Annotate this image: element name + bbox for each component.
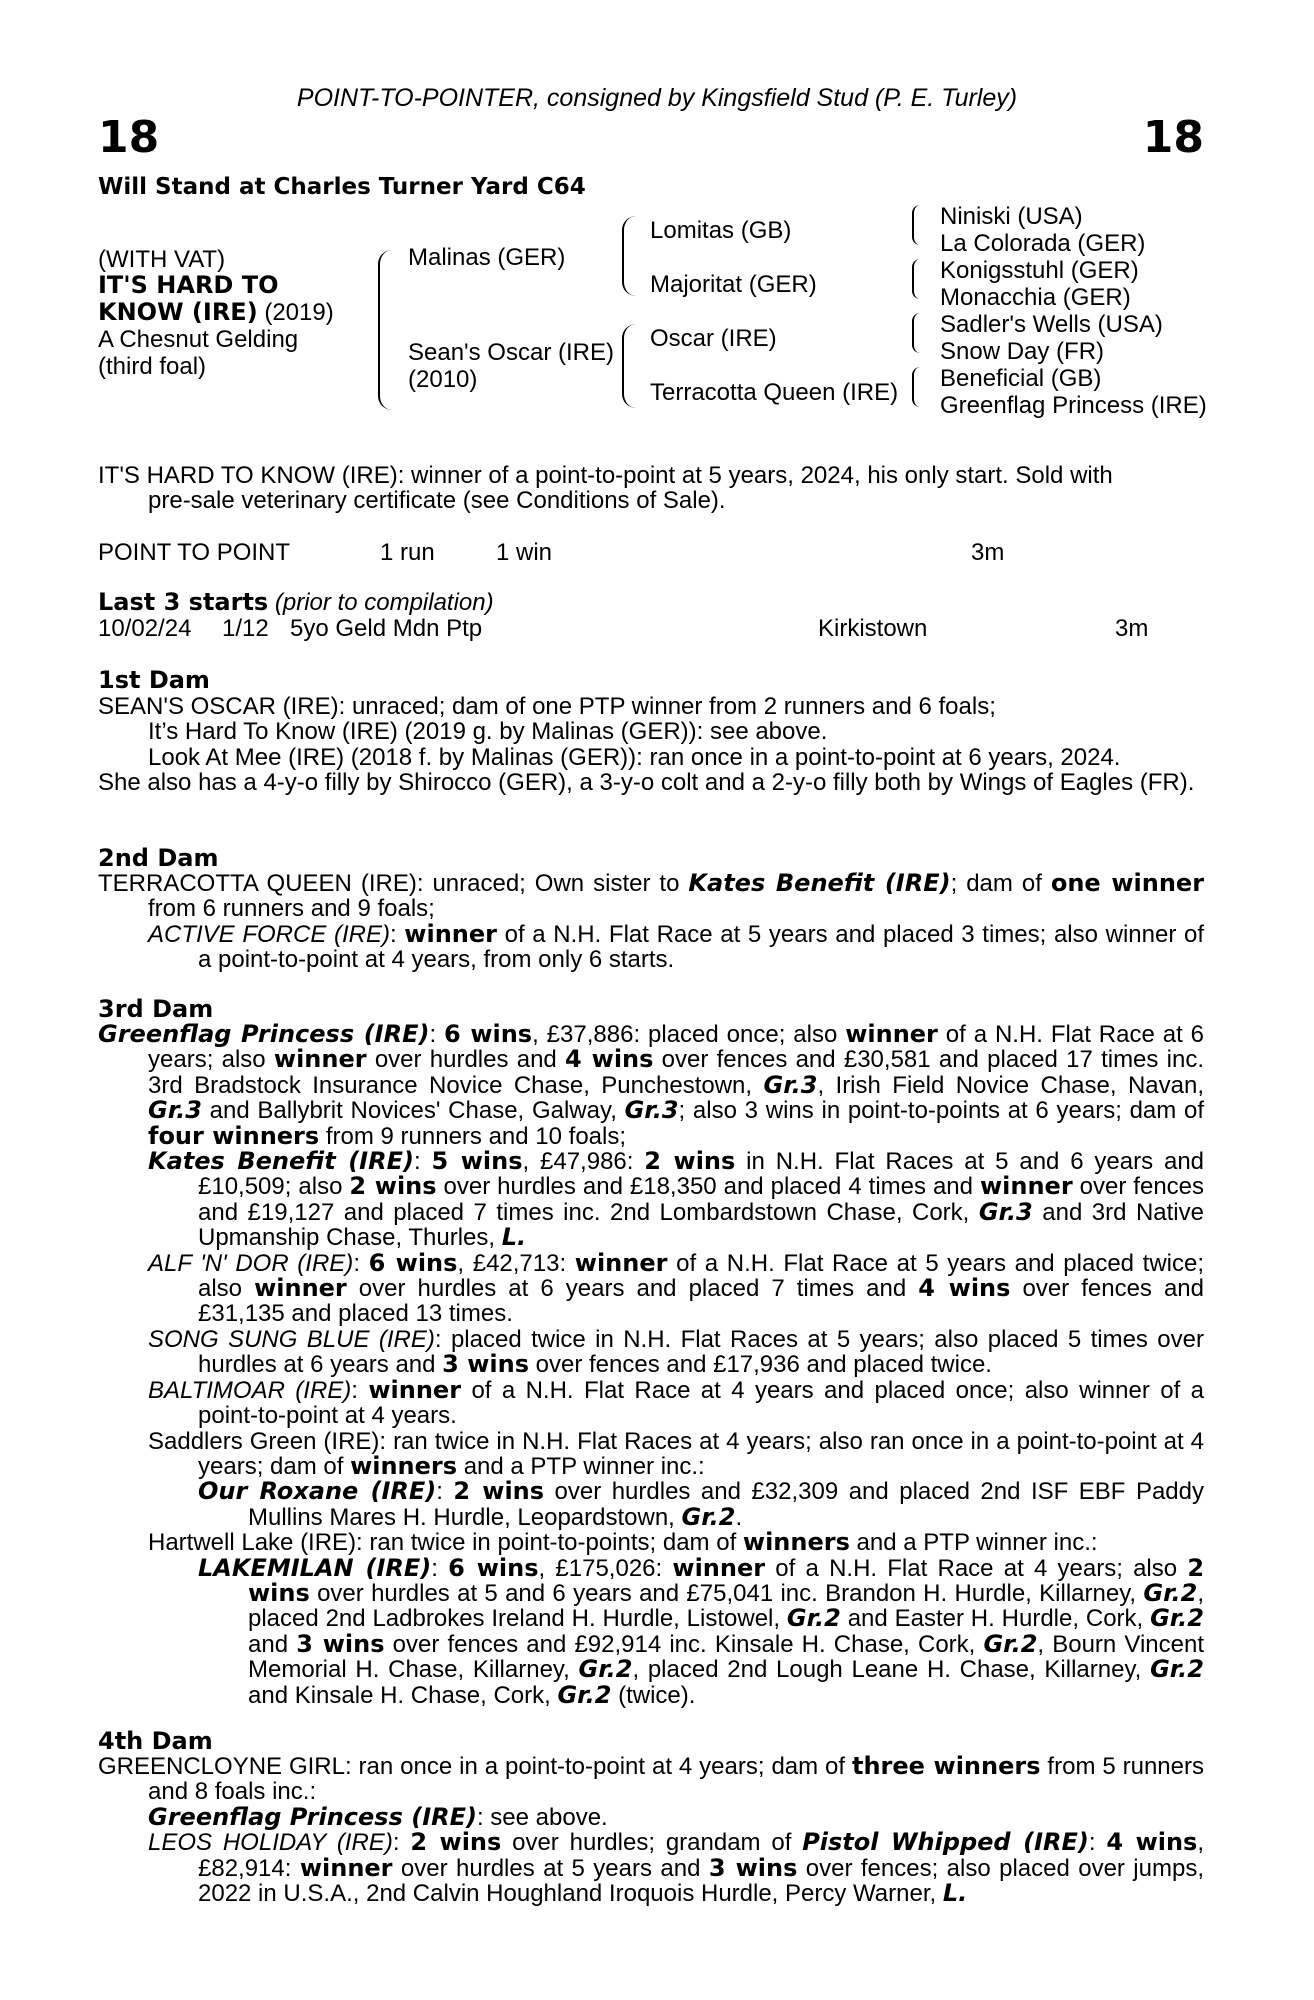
lot-number-right: 18 (1142, 112, 1204, 163)
text-run: and Kinsale H. Chase, Cork, (248, 1681, 558, 1709)
emphasis-name: Gr.2 (1150, 1655, 1204, 1684)
fourth-dam-text (98, 1754, 1204, 1906)
text-run: Hartwell Lake (IRE): ran twice in point-to-points; dam of (148, 1529, 743, 1557)
emphasis-name: Kates Benefit (IRE) (688, 869, 951, 897)
emphasis-name: Greenflag Princess (IRE) (98, 1020, 430, 1048)
emphasis-name: L. (942, 1879, 968, 1908)
emphasis-bold: 4 wins (1106, 1828, 1198, 1857)
text-run: , £175,026: (538, 1554, 673, 1582)
text-run: : (1088, 1829, 1107, 1857)
text-run: . (735, 1503, 743, 1531)
first-dam-produce-2: Look At Mee (IRE) (2018 f. by Malinas (GER)): ran once in a point-to-point at 6 years, 2024. (148, 743, 1121, 771)
sire-dam: Majoritat (GER) (650, 271, 817, 298)
text-run: over fences; also placed over jumps, 2022 in U.S.A., 2nd Calvin Houghland Iroquois Hurdle, Percy Warner, (198, 1854, 1204, 1908)
text-run: of a N.H. Flat Race at 6 years; also (148, 1021, 1205, 1074)
text-run: , £42,713: (457, 1249, 575, 1277)
race-summary (98, 463, 1204, 514)
text-run: over hurdles at 6 years and placed 7 times and (346, 1275, 919, 1303)
emphasis-bold: 4 wins (918, 1274, 1011, 1303)
text-run: , £37,886: placed once; also (532, 1021, 846, 1048)
text-run: GREENCLOYNE GIRL: ran once in a point-to-point at 4 years; dam of (98, 1753, 852, 1780)
second-dam-text (98, 871, 1204, 973)
section-heading-2nd-dam: 2nd Dam (98, 844, 219, 872)
second-dam-para (98, 871, 1204, 922)
emphasis-bold: winner (273, 1045, 367, 1074)
emphasis-bold: 3 wins (296, 1629, 385, 1658)
last-starts-note: (prior to compilation) (268, 589, 494, 616)
brace-dam-parents (622, 324, 636, 408)
third-dam-grandproduce-2 (98, 1553, 1205, 1709)
dam-dam: Terracotta Queen (IRE) (650, 379, 899, 406)
emphasis-name: Gr.2 (786, 1604, 841, 1633)
text-run: : (431, 1554, 449, 1582)
text-run: (twice). (611, 1681, 696, 1709)
text-run: : (392, 1829, 411, 1857)
text-run: TERRACOTTA QUEEN (IRE): unraced; Own sister to (98, 870, 689, 897)
emphasis-bold: 3 wins (442, 1350, 529, 1379)
emphasis-bold: winner (979, 1172, 1073, 1201)
text-run: : (429, 1021, 445, 1048)
emphasis-name: L. (501, 1223, 527, 1252)
text-run: from 6 runners and 9 foals; (148, 895, 435, 923)
third-dam-para (98, 1022, 1204, 1149)
start-date: 10/02/24 (98, 615, 192, 642)
vat-note: (WITH VAT) (98, 246, 226, 273)
summary-line-1: IT'S HARD TO KNOW (IRE): winner of a point-to-point at 5 years, 2024, his only start. Sold with (98, 462, 1113, 489)
text-run: , £47,986: (522, 1148, 645, 1176)
dam-dam-dam: Greenflag Princess (IRE) (940, 392, 1207, 419)
text-run: and Ballybrit Novices' Chase, Galway, (201, 1097, 625, 1125)
record-runs: 1 run (380, 539, 435, 566)
foal-number: (third foal) (98, 353, 207, 380)
brace-majoritat (912, 259, 926, 299)
emphasis-name: LAKEMILAN (IRE) (198, 1553, 432, 1582)
sire: Malinas (GER) (408, 244, 566, 271)
last-starts-heading: Last 3 starts (98, 588, 269, 616)
text-run: and a PTP winner inc.: (457, 1452, 705, 1480)
text-run: of a N.H. Flat Race at 5 years and placed 3 times; also winner of a point-to-point at 4 years, from only 6 starts. (198, 920, 1204, 974)
emphasis-bold: 2 wins (410, 1828, 502, 1857)
stand-location: Will Stand at Charles Turner Yard C64 (98, 174, 586, 200)
text-run: ; dam of (950, 870, 1051, 897)
text-run: : (389, 920, 405, 948)
text-run: and 3rd Native Upmanship Chase, Thurles, (198, 1198, 1204, 1252)
first-dam-note: She also has a 4-y-o filly by Shirocco (GER), a 3-y-o colt and a 2-y-o filly both by Wings of Eagles (FR). (98, 769, 1195, 797)
record-distance: 3m (971, 539, 1005, 566)
text-run: : (353, 1249, 369, 1277)
text-run: from 9 runners and 10 foals; (319, 1122, 627, 1150)
dam: Sean's Oscar (IRE) (408, 339, 614, 366)
brace-sire-parents (622, 216, 636, 296)
text-run: over hurdles; grandam of (501, 1829, 803, 1857)
emphasis-bold: 4 wins (565, 1045, 654, 1074)
sire-sire-dam: La Colorada (GER) (940, 230, 1146, 257)
emphasis-bold: winner (404, 919, 497, 948)
third-dam-produce-3 (98, 1327, 1204, 1378)
emphasis-bold: one winner (1050, 869, 1205, 897)
text-run: : (413, 1148, 432, 1176)
emphasis-name: Gr.2 (1150, 1604, 1204, 1633)
third-dam-produce-1 (98, 1149, 1204, 1251)
emphasis-name: Gr.2 (578, 1655, 633, 1684)
third-dam-grandproduce-1 (98, 1479, 1204, 1530)
section-heading-4th-dam: 4th Dam (98, 1727, 213, 1755)
emphasis-name: Gr.3 (148, 1096, 202, 1125)
text-run: over fences and £92,914 inc. Kinsale H. Chase, Cork, (384, 1630, 984, 1658)
fourth-dam-produce-2 (98, 1830, 1204, 1906)
text-run: : placed twice in N.H. Flat Races at 5 years; also placed 5 times over hurdles at 6 years and (198, 1325, 1204, 1379)
emphasis-name: Gr.3 (763, 1070, 818, 1099)
text-run: , placed 2nd Lough Leane H. Chase, Killarney, (632, 1656, 1151, 1684)
text-run: over hurdles and (366, 1046, 566, 1074)
emphasis-name: Gr.2 (557, 1680, 612, 1709)
text-run: over hurdles and £18,350 and placed 4 times and (436, 1173, 980, 1201)
third-dam-text (98, 1022, 1204, 1708)
emphasis-bold: four winners (148, 1121, 320, 1150)
section-heading-3rd-dam: 3rd Dam (98, 995, 214, 1023)
emphasis-bold: 3 wins (708, 1853, 798, 1882)
emphasis-name: Gr.2 (681, 1502, 736, 1531)
text-run: and (248, 1630, 297, 1658)
emphasis-italic: LEOS HOLIDAY (IRE) (148, 1829, 393, 1857)
emphasis-bold: 5 wins (431, 1147, 523, 1176)
text-run: from 5 runners and 8 foals inc.: (148, 1753, 1204, 1806)
last-starts-heading-row (98, 589, 494, 616)
dam-sire-dam: Snow Day (FR) (940, 338, 1105, 365)
emphasis-name: Greenflag Princess (IRE) (148, 1802, 477, 1831)
section-heading-1st-dam: 1st Dam (98, 666, 210, 694)
emphasis-bold: winner (254, 1274, 347, 1303)
text-run: : (436, 1478, 454, 1506)
text-run: over hurdles at 5 years and (392, 1854, 709, 1882)
brace-first-generation (378, 250, 392, 410)
third-dam-produce-4 (98, 1375, 1204, 1430)
text-run: , Irish Field Novice Chase, Navan, (817, 1071, 1205, 1099)
emphasis-italic: ALF 'N' DOR (IRE) (148, 1249, 354, 1277)
emphasis-bold: winner (672, 1553, 766, 1582)
text-run: of a N.H. Flat Race at 5 years and placed twice; also (198, 1249, 1204, 1303)
start-race: 5yo Geld Mdn Ptp (290, 615, 483, 642)
text-run: over fences and £31,135 and placed 13 times. (198, 1275, 1204, 1328)
third-dam-produce-2 (98, 1248, 1204, 1328)
emphasis-italic: ACTIVE FORCE (IRE) (148, 920, 390, 948)
sire-sire: Lomitas (GB) (650, 217, 792, 244)
emphasis-bold: winner (299, 1853, 393, 1882)
text-run: over hurdles at 5 and 6 years and £75,041 inc. Brandon H. Hurdle, Killarney, (309, 1579, 1144, 1607)
brace-oscar (912, 313, 926, 353)
horse-description: A Chesnut Gelding (98, 326, 299, 353)
brace-terracotta-queen (912, 367, 926, 407)
sire-sire-sire: Niniski (USA) (940, 203, 1083, 230)
text-run: over fences and £30,581 and placed 17 times inc. 3rd Bradstock Insurance Novice Chase, Punchestown, (148, 1046, 1204, 1099)
text-run: over fences and £17,936 and placed twice. (528, 1351, 992, 1379)
horse-name-line1: IT'S HARD TO (98, 271, 279, 299)
text-run: over fences and £19,127 and placed 7 times inc. 2nd Lombardstown Chase, Cork, (198, 1173, 1205, 1226)
first-dam-para: SEAN'S OSCAR (IRE): unraced; dam of one PTP winner from 2 runners and 6 foals; (98, 693, 996, 720)
horse-name-line2: KNOW (IRE) (98, 298, 258, 326)
text-run: : see above. (476, 1803, 608, 1831)
lot-number-left: 18 (98, 112, 160, 163)
start-distance: 3m (1115, 615, 1149, 642)
first-dam-produce-1: It’s Hard To Know (IRE) (2019 g. by Malinas (GER)): see above. (148, 718, 828, 746)
emphasis-name: Our Roxane (IRE) (198, 1477, 437, 1506)
sire-dam-sire: Konigsstuhl (GER) (940, 257, 1139, 284)
record-wins: 1 win (496, 539, 553, 566)
third-dam-produce-5 (98, 1429, 1204, 1480)
emphasis-bold: 2 wins (349, 1172, 437, 1201)
start-course: Kirkistown (818, 615, 928, 642)
summary-line-2: pre-sale veterinary certificate (see Conditions of Sale). (148, 487, 726, 515)
emphasis-name: Kates Benefit (IRE) (148, 1147, 414, 1176)
brace-lomitas (912, 205, 926, 245)
dam-year: (2010) (408, 366, 478, 393)
emphasis-bold: winner (368, 1375, 462, 1404)
horse-year: (2019) (257, 299, 334, 326)
text-run: of a N.H. Flat Race at 4 years; also (765, 1554, 1188, 1582)
sire-dam-dam: Monacchia (GER) (940, 284, 1131, 311)
text-run: in N.H. Flat Races at 5 and 6 years and £10,509; also (198, 1148, 1205, 1201)
emphasis-name: Gr.2 (1143, 1578, 1198, 1607)
text-run: Saddlers Green (IRE): ran twice in N.H. Flat Races at 4 years; also ran once in a point-to-point at 4 years; dam of (148, 1427, 1204, 1480)
text-run: and a PTP winner inc.: (849, 1529, 1098, 1557)
text-run: and Easter H. Hurdle, Cork, (840, 1605, 1151, 1633)
first-dam-text (98, 694, 1204, 796)
text-run: ; also 3 wins in point-to-points at 6 years; dam of (678, 1097, 1205, 1125)
fourth-dam-produce-1 (98, 1802, 1204, 1831)
emphasis-bold: 6 wins (368, 1248, 458, 1277)
emphasis-bold: 6 wins (444, 1020, 533, 1048)
third-dam-produce-6 (98, 1530, 1204, 1555)
emphasis-bold: 2 wins (644, 1147, 736, 1176)
dam-sire: Oscar (IRE) (650, 325, 777, 352)
emphasis-name: Gr.2 (983, 1629, 1038, 1658)
emphasis-name: Gr.3 (624, 1096, 679, 1125)
emphasis-bold: 2 wins (453, 1477, 545, 1506)
text-run: of a N.H. Flat Race at 4 years and placed once; also winner of a point-to-point at 4 years. (198, 1376, 1204, 1430)
dam-dam-sire: Beneficial (GB) (940, 365, 1102, 392)
emphasis-bold: winner (845, 1020, 938, 1048)
text-run: over hurdles and £32,309 and placed 2nd ISF EBF Paddy Mullins Mares H. Hurdle, Leopardstown, (248, 1478, 1204, 1531)
emphasis-bold: winners (350, 1451, 458, 1480)
record-label: POINT TO POINT (98, 539, 291, 566)
emphasis-bold: 2 wins (248, 1553, 1205, 1607)
emphasis-bold: three winners (851, 1752, 1041, 1780)
emphasis-name: Pistol Whipped (IRE) (802, 1828, 1089, 1857)
dam-sire-sire: Sadler's Wells (USA) (940, 311, 1163, 338)
text-run: : (351, 1376, 369, 1404)
fourth-dam-para (98, 1754, 1204, 1805)
emphasis-italic: BALTIMOAR (IRE) (148, 1376, 352, 1404)
text-run: , £82,914: (198, 1829, 1205, 1882)
emphasis-bold: 6 wins (448, 1553, 539, 1582)
start-position: 1/12 (222, 615, 269, 642)
emphasis-italic: SONG SUNG BLUE (IRE) (148, 1325, 435, 1353)
horse-name-line2-wrap (98, 299, 334, 326)
second-dam-produce-1 (98, 919, 1204, 974)
emphasis-bold: winner (574, 1248, 668, 1277)
catalogue-header: POINT-TO-POINTER, consigned by Kingsfield Stud (P. E. Turley) (296, 84, 1018, 112)
text-run: , placed 2nd Ladbrokes Ireland H. Hurdle, Listowel, (248, 1579, 1204, 1633)
emphasis-bold: winners (742, 1528, 850, 1557)
emphasis-name: Gr.3 (978, 1197, 1033, 1226)
text-run: , Bourn Vincent Memorial H. Chase, Killarney, (248, 1630, 1205, 1684)
